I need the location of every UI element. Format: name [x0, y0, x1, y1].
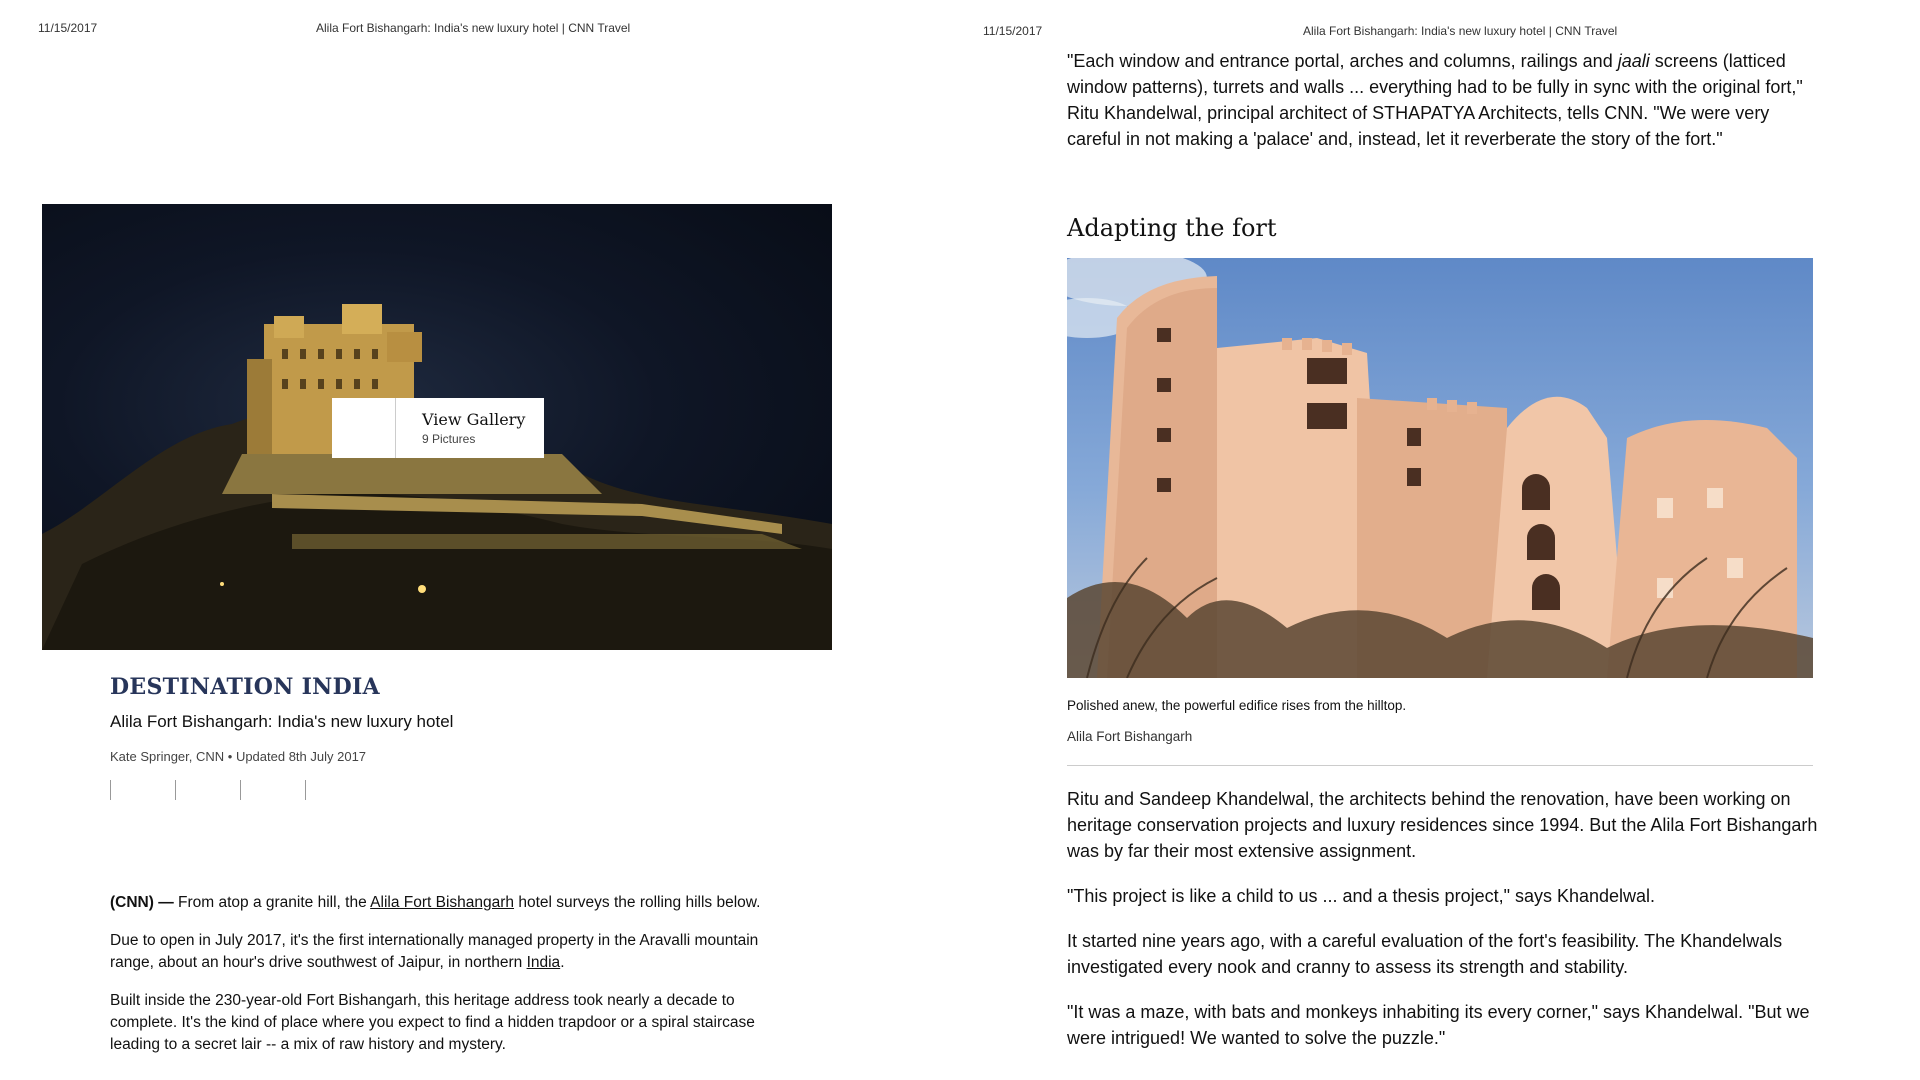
print-title: Alila Fort Bishangarh: India's new luxury hotel | CNN Travel [316, 21, 631, 35]
article-body [1067, 786, 1827, 1070]
dateline: (CNN) — [110, 894, 174, 911]
share-buttons [110, 780, 370, 800]
print-date: 11/15/2017 [38, 21, 98, 35]
share-icon[interactable] [110, 780, 175, 800]
fort-photo[interactable] [1067, 258, 1813, 678]
print-title: Alila Fort Bishangarh: India's new luxury hotel | CNN Travel [1303, 24, 1618, 38]
paragraph-text: hotel surveys the rolling hills below. [514, 894, 761, 911]
photo-caption: Polished anew, the powerful edifice rises from the hilltop. [1067, 698, 1407, 713]
section-kicker[interactable]: DESTINATION INDIA [110, 674, 380, 700]
view-gallery-button[interactable] [332, 398, 544, 458]
gallery-label: View Gallery [422, 410, 526, 429]
paragraph: "It was a maze, with bats and monkeys inhabiting its every corner," says Khandelwal. "But we were intrigued! We wanted to solve the puzzle." [1067, 1002, 1810, 1048]
hotel-link[interactable]: Alila Fort Bishangarh [370, 894, 515, 911]
paragraph-text: . [560, 954, 565, 971]
article-title: Alila Fort Bishangarh: India's new luxury hotel [110, 712, 454, 731]
share-icon[interactable] [240, 780, 305, 800]
paragraph: Ritu and Sandeep Khandelwal, the architects behind the renovation, have been working on heritage conservation projects and luxury residences since 1994. But the Alila Fort Bishangarh was by far their most extensive assignment. [1067, 789, 1818, 861]
paragraph: Built inside the 230-year-old Fort Bishangarh, this heritage address took nearly a decade to complete. It's the kind of place where you expect to find a hidden trapdoor or a spiral staircase leading to a secret lair -- a mix of raw history and mystery. [110, 992, 755, 1053]
paragraph: It started nine years ago, with a careful evaluation of the fort's feasibility. The Khandelwals investigated every nook and cranny to assess its strength and stability. [1067, 931, 1783, 977]
share-icon[interactable] [175, 780, 240, 800]
hero-image[interactable] [42, 204, 832, 650]
paragraph-text: From atop a granite hill, the [173, 894, 371, 911]
share-icon[interactable] [305, 780, 370, 800]
paragraph: "This project is like a child to us ... and a thesis project," says Khandelwal. [1067, 886, 1656, 906]
architect-quote [1067, 48, 1827, 152]
print-date: 11/15/2017 [983, 24, 1043, 38]
gallery-count: 9 Pictures [422, 432, 476, 446]
section-heading: Adapting the fort [1067, 214, 1277, 242]
paragraph [110, 892, 770, 914]
quote-emphasis: jaali [1617, 51, 1650, 71]
gallery-text [396, 410, 525, 446]
fort-day-illustration [1067, 258, 1813, 678]
quote-text: "Each window and entrance portal, arches and columns, railings and [1067, 51, 1618, 71]
photo-credit: Alila Fort Bishangarh [1067, 729, 1193, 744]
right-page [960, 0, 1920, 1080]
paragraph [110, 930, 770, 974]
india-link[interactable]: India [526, 954, 561, 971]
divider [1067, 765, 1813, 766]
quote-text: screens (latticed window patterns), turrets and walls ... everything had to be fully in sync with the original fort," Ritu Khandelwal, principal architect of STHAPATYA Architects, tells CNN. "We were very careful in not making a 'palace' and, instead, let it reverberate the story of the fort." [1067, 51, 1803, 149]
paragraph-text: Due to open in July 2017, it's the first internationally managed property in the Aravalli mountain range, about an hour's drive southwest of Jaipur, in northern [110, 932, 759, 971]
article-body [110, 892, 770, 1072]
byline: Kate Springer, CNN • Updated 8th July 2017 [110, 749, 367, 764]
gallery-icon [332, 398, 396, 458]
